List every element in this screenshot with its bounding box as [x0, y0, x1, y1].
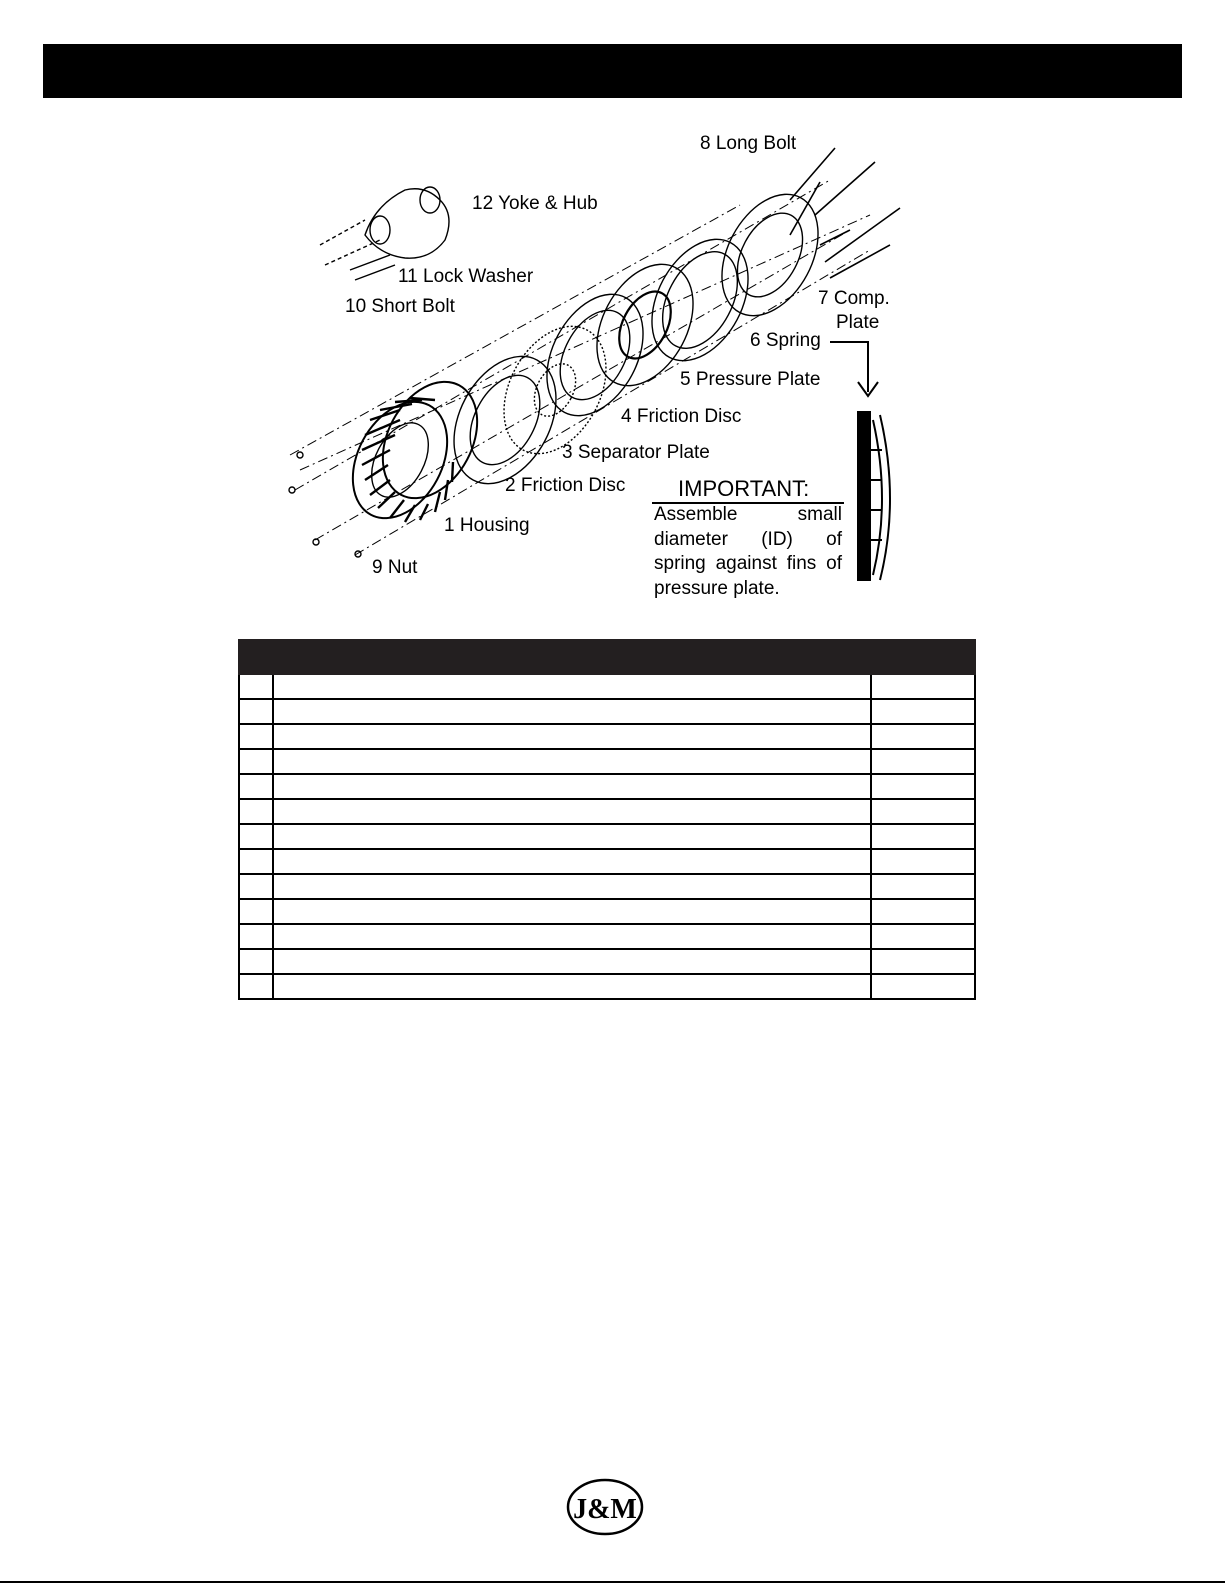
- header-cell-number: [239, 640, 273, 674]
- table-row: [239, 724, 975, 749]
- cell-description: [273, 924, 871, 949]
- table-row: [239, 824, 975, 849]
- label-separator-plate: 3 Separator Plate: [562, 442, 710, 463]
- cell-part-number: [871, 949, 975, 974]
- exploded-view-drawing: [270, 120, 950, 620]
- cell-description: [273, 674, 871, 699]
- important-heading: IMPORTANT:: [678, 476, 810, 501]
- cell-part-number: [871, 824, 975, 849]
- cell-number: [239, 924, 273, 949]
- cell-description: [273, 774, 871, 799]
- exploded-diagram: [270, 120, 950, 620]
- parts-table-header: [239, 640, 975, 674]
- cell-number: [239, 899, 273, 924]
- nuts-part: [289, 452, 361, 557]
- cell-part-number: [871, 674, 975, 699]
- cell-part-number: [871, 749, 975, 774]
- cell-description: [273, 699, 871, 724]
- cell-description: [273, 974, 871, 999]
- label-housing: 1 Housing: [444, 515, 530, 536]
- cell-part-number: [871, 699, 975, 724]
- cell-description: [273, 899, 871, 924]
- table-row: [239, 874, 975, 899]
- cell-description: [273, 849, 871, 874]
- cell-description: [273, 874, 871, 899]
- long-bolts-part: [790, 148, 900, 278]
- cell-number: [239, 724, 273, 749]
- spring-section-detail: [858, 412, 890, 580]
- label-comp-plate-1: 7 Comp.: [818, 288, 890, 309]
- cell-part-number: [871, 899, 975, 924]
- cell-description: [273, 799, 871, 824]
- cell-part-number: [871, 974, 975, 999]
- cell-part-number: [871, 774, 975, 799]
- spring-arrow: [830, 342, 878, 396]
- footer-rule: [0, 1581, 1225, 1583]
- table-row: [239, 674, 975, 699]
- cell-description: [273, 724, 871, 749]
- logo-text: J&M: [573, 1494, 637, 1525]
- cell-description: [273, 749, 871, 774]
- cell-number: [239, 799, 273, 824]
- table-row: [239, 974, 975, 999]
- cell-number: [239, 974, 273, 999]
- cell-number: [239, 674, 273, 699]
- yoke-hub-part: [320, 187, 449, 265]
- table-row: [239, 774, 975, 799]
- cell-number: [239, 699, 273, 724]
- label-short-bolt: 10 Short Bolt: [345, 296, 455, 317]
- label-long-bolt: 8 Long Bolt: [700, 133, 797, 154]
- label-nut: 9 Nut: [372, 557, 418, 578]
- header-cell-description: [273, 640, 871, 674]
- label-spring: 6 Spring: [750, 330, 821, 351]
- table-row: [239, 749, 975, 774]
- table-row: [239, 799, 975, 824]
- jm-logo: [566, 1478, 644, 1536]
- cell-part-number: [871, 799, 975, 824]
- cell-description: [273, 949, 871, 974]
- short-bolts-part: [350, 255, 395, 280]
- table-row: [239, 849, 975, 874]
- cell-number: [239, 874, 273, 899]
- cell-number: [239, 849, 273, 874]
- cell-part-number: [871, 849, 975, 874]
- table-row: [239, 899, 975, 924]
- table-row: [239, 699, 975, 724]
- table-row: [239, 924, 975, 949]
- cell-part-number: [871, 724, 975, 749]
- label-yoke-hub: 12 Yoke & Hub: [472, 193, 598, 214]
- important-text: Assemble small diameter (ID) of spring against fins of pressure plate.: [654, 504, 842, 599]
- header-cell-part-number: [871, 640, 975, 674]
- cell-number: [239, 949, 273, 974]
- spring-part: [632, 223, 767, 377]
- cell-number: [239, 749, 273, 774]
- cell-description: [273, 824, 871, 849]
- table-row: [239, 949, 975, 974]
- cell-part-number: [871, 874, 975, 899]
- label-lock-washer: 11 Lock Washer: [398, 266, 534, 287]
- parts-table: [238, 639, 976, 1000]
- label-friction-disc-2: 2 Friction Disc: [505, 475, 626, 496]
- label-comp-plate-2: Plate: [836, 312, 880, 333]
- cell-number: [239, 774, 273, 799]
- cell-part-number: [871, 924, 975, 949]
- header-bar: [43, 44, 1182, 98]
- cell-number: [239, 824, 273, 849]
- label-friction-disc-4: 4 Friction Disc: [621, 406, 742, 427]
- label-pressure-plate: 5 Pressure Plate: [680, 369, 821, 390]
